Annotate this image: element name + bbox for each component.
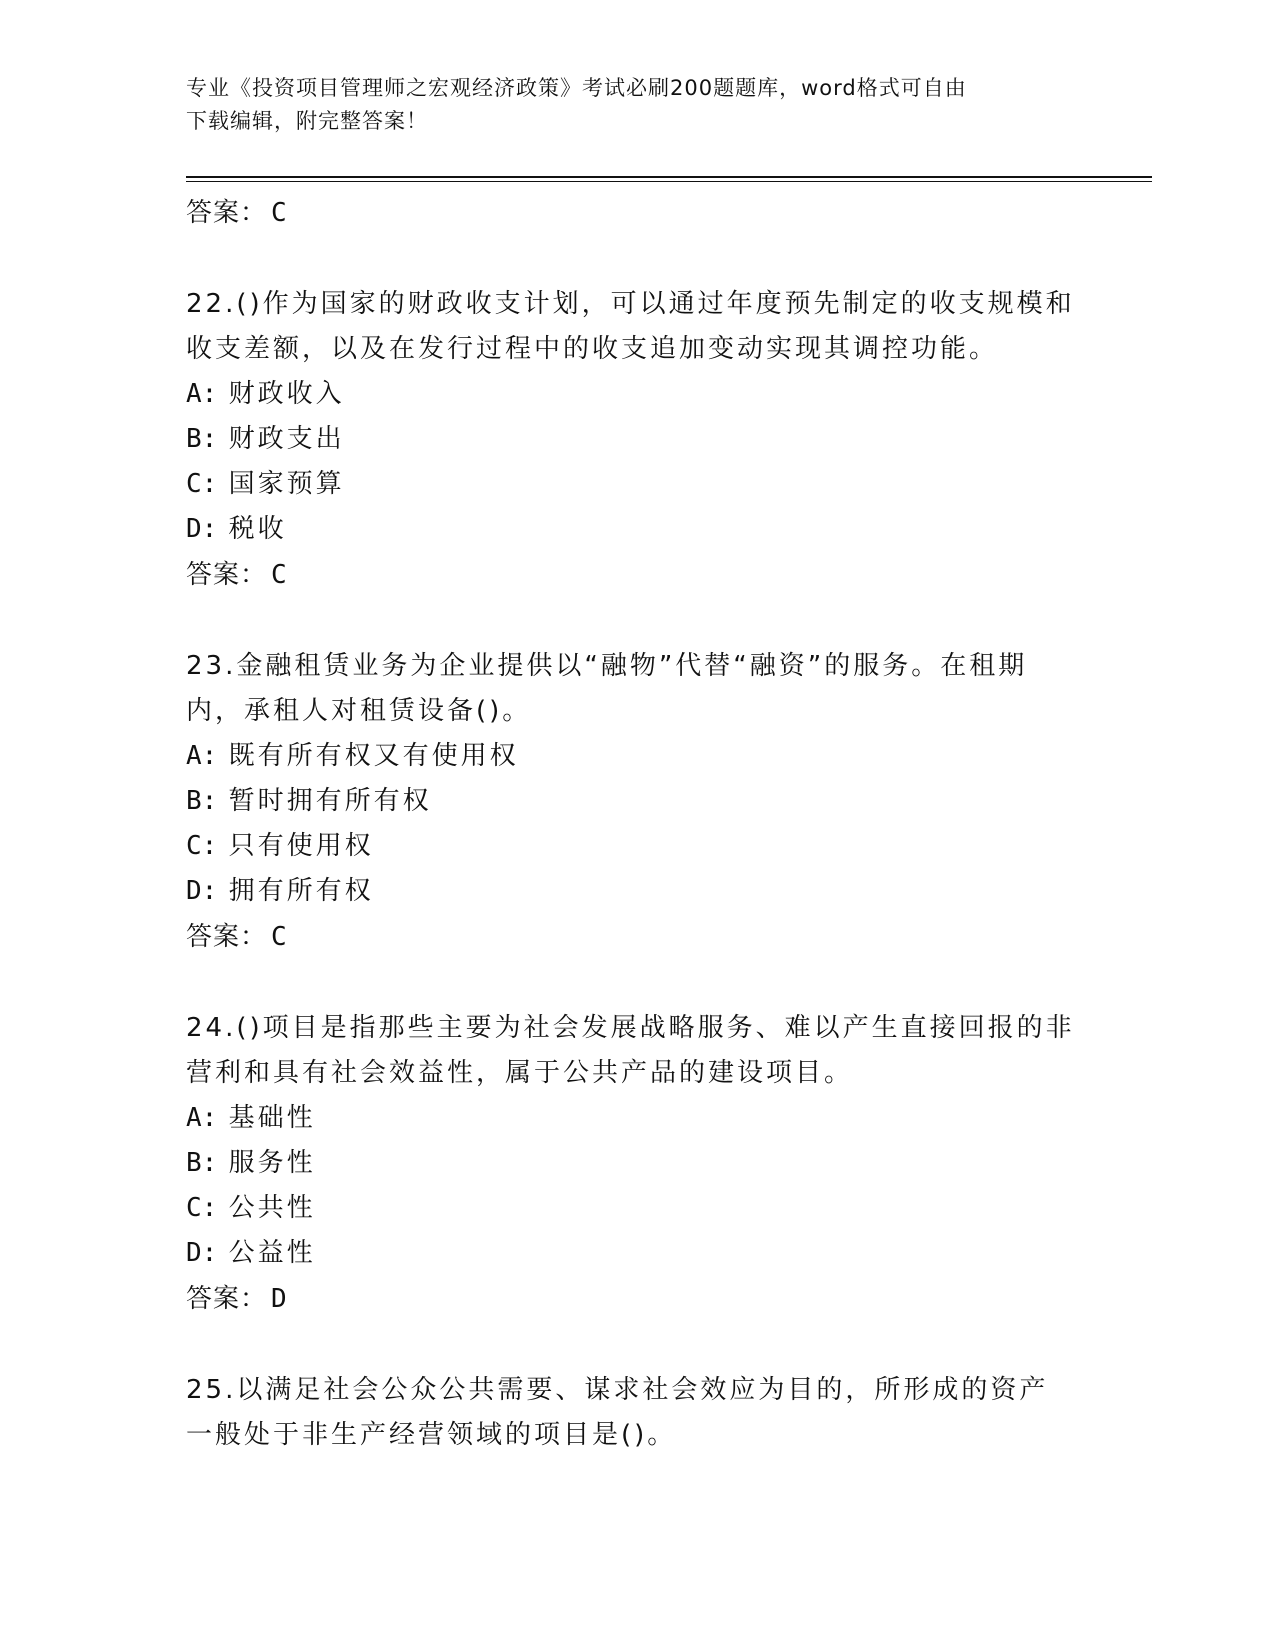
option-letter: B: (186, 786, 218, 816)
answer-value: C (271, 922, 288, 952)
question-24 (186, 1006, 1076, 1322)
option-c (186, 462, 1076, 507)
header-line-2: 下载编辑，附完整答案！ (186, 109, 428, 133)
question-23 (186, 644, 1076, 960)
option-text: 暂时拥有所有权 (228, 786, 432, 816)
answer-label: 答案： (186, 922, 268, 952)
option-letter: C: (186, 831, 218, 861)
question-text: 22.()作为国家的财政收支计划，可以通过年度预先制定的收支规模和收支差额，以及在发行过程中的收支追加变动实现其调控功能。 (186, 289, 1075, 364)
option-text: 只有使用权 (228, 831, 374, 861)
option-text: 公共性 (228, 1193, 316, 1223)
answer (186, 1276, 1076, 1322)
option-d (186, 1231, 1076, 1276)
option-d (186, 869, 1076, 914)
answer-value: D (271, 1284, 288, 1314)
question-22 (186, 282, 1076, 598)
previous-answer (186, 190, 1076, 236)
question-text: 25.以满足社会公众公共需要、谋求社会效应为目的，所形成的资产一般处于非生产经营领域的项目是()。 (186, 1375, 1049, 1450)
option-b (186, 417, 1076, 462)
answer-label: 答案： (186, 1284, 268, 1314)
option-b (186, 1141, 1076, 1186)
option-letter: D: (186, 876, 218, 906)
option-letter: B: (186, 424, 218, 454)
option-b (186, 779, 1076, 824)
document-header (186, 72, 1066, 138)
option-text: 财政支出 (228, 424, 345, 454)
header-line-1: 专业《投资项目管理师之宏观经济政策》考试必刷200题题库，word格式可自由 (186, 76, 967, 100)
answer (186, 914, 1076, 960)
answer-value: C (271, 198, 288, 228)
option-text: 基础性 (228, 1103, 316, 1133)
option-text: 财政收入 (228, 379, 345, 409)
option-text: 服务性 (228, 1148, 316, 1178)
option-letter: D: (186, 514, 218, 544)
answer-label: 答案： (186, 198, 268, 228)
option-letter: A: (186, 379, 218, 409)
option-text: 国家预算 (228, 469, 345, 499)
header-rule-thick (186, 176, 1152, 178)
header-rule-thin (186, 181, 1152, 182)
option-a (186, 1096, 1076, 1141)
option-c (186, 1186, 1076, 1231)
question-list (186, 190, 1076, 1458)
option-text: 拥有所有权 (228, 876, 374, 906)
option-text: 既有所有权又有使用权 (228, 741, 519, 771)
question-text: 23.金融租赁业务为企业提供以“融物”代替“融资”的服务。在租期内，承租人对租赁设备()。 (186, 651, 1028, 726)
option-letter: C: (186, 1193, 218, 1223)
option-text: 税收 (228, 514, 287, 544)
answer-value: C (271, 560, 288, 590)
option-d (186, 507, 1076, 552)
option-letter: A: (186, 741, 218, 771)
option-text: 公益性 (228, 1238, 316, 1268)
option-letter: A: (186, 1103, 218, 1133)
answer-label: 答案： (186, 560, 268, 590)
option-letter: D: (186, 1238, 218, 1268)
answer (186, 552, 1076, 598)
question-25 (186, 1368, 1076, 1458)
question-text: 24.()项目是指那些主要为社会发展战略服务、难以产生直接回报的非营利和具有社会效益性，属于公共产品的建设项目。 (186, 1013, 1075, 1088)
option-letter: B: (186, 1148, 218, 1178)
option-c (186, 824, 1076, 869)
option-a (186, 372, 1076, 417)
option-a (186, 734, 1076, 779)
option-letter: C: (186, 469, 218, 499)
